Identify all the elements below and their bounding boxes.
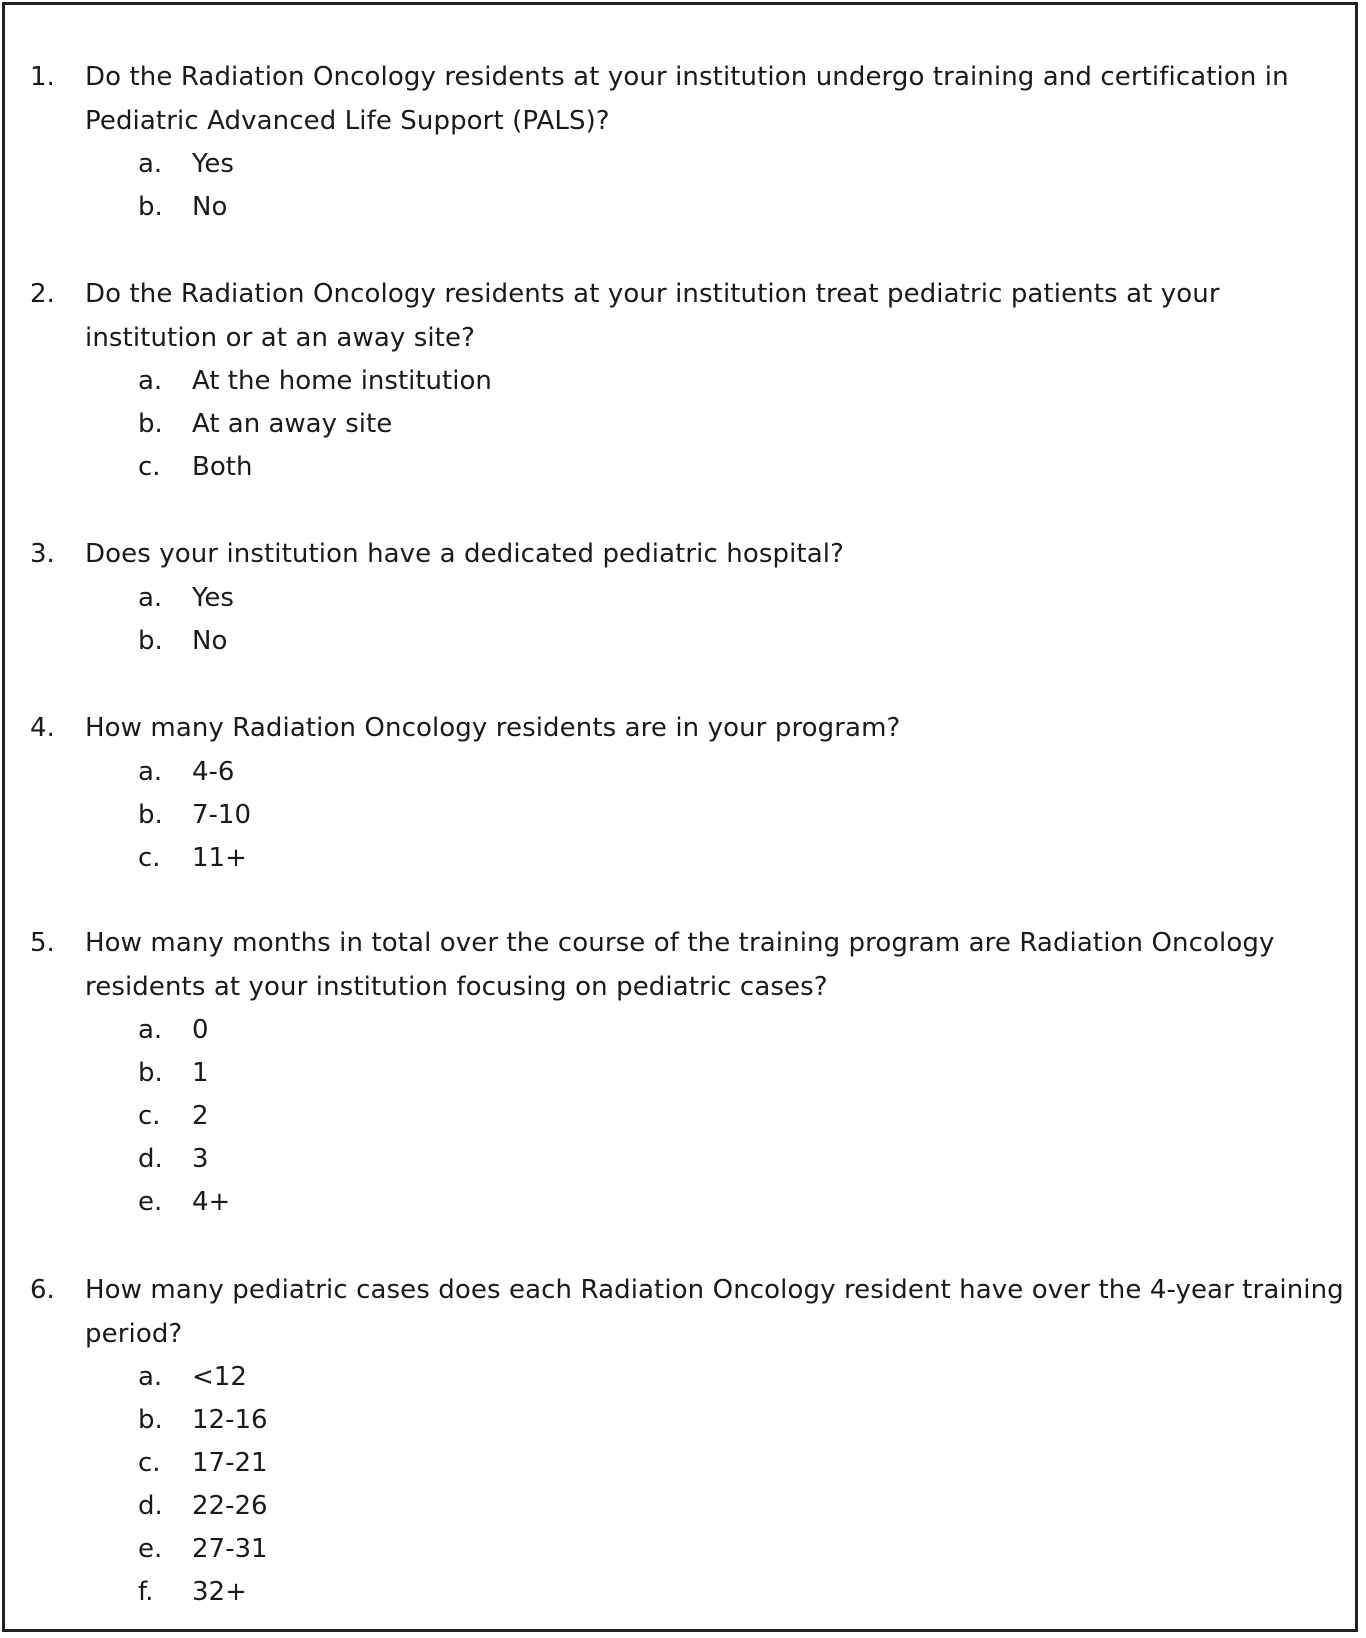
question-number: 2. bbox=[30, 279, 55, 309]
answer-option-c bbox=[5, 837, 1355, 880]
answer-option-a bbox=[5, 1356, 1355, 1399]
option-letter: b. bbox=[138, 799, 163, 830]
question-text: How many months in total over the course of the training program are Radiation Oncology residents at your institution focusing on pediatric cases? bbox=[85, 928, 1275, 1002]
option-text: Both bbox=[192, 452, 253, 482]
option-text: 17-21 bbox=[192, 1448, 268, 1478]
answer-option-a bbox=[5, 751, 1355, 794]
question-number: 4. bbox=[30, 713, 55, 743]
answer-option-a bbox=[5, 360, 1355, 403]
option-text: 11+ bbox=[192, 842, 247, 873]
option-letter: c. bbox=[138, 842, 161, 873]
option-text: 1 bbox=[192, 1058, 209, 1088]
option-letter: d. bbox=[138, 1491, 163, 1521]
option-letter: a. bbox=[138, 149, 163, 179]
option-letter: a. bbox=[138, 1362, 163, 1392]
question-6 bbox=[5, 1269, 1355, 1614]
option-letter: e. bbox=[138, 1187, 163, 1217]
option-letter: b. bbox=[138, 192, 163, 222]
answer-option-e bbox=[5, 1528, 1355, 1571]
option-letter: a. bbox=[138, 1015, 163, 1045]
option-text: 32+ bbox=[192, 1577, 247, 1607]
answer-option-b bbox=[5, 794, 1355, 837]
option-text: 0 bbox=[192, 1015, 209, 1045]
answer-option-c bbox=[5, 1095, 1355, 1138]
option-text: 12-16 bbox=[192, 1405, 268, 1435]
option-text: Yes bbox=[192, 582, 234, 613]
answer-option-a bbox=[5, 1009, 1355, 1052]
option-letter: a. bbox=[138, 582, 163, 613]
question-text: Do the Radiation Oncology residents at your institution undergo training and certification in Pediatric Advanced Life Support (PALS)? bbox=[85, 62, 1289, 136]
option-letter: a. bbox=[138, 366, 163, 396]
question-number: 3. bbox=[30, 539, 55, 569]
question-text: Does your institution have a dedicated pediatric hospital? bbox=[85, 539, 844, 569]
question-number: 1. bbox=[30, 62, 55, 92]
answer-option-b bbox=[5, 186, 1355, 229]
option-text: No bbox=[192, 192, 228, 222]
option-letter: b. bbox=[138, 409, 163, 439]
question-1 bbox=[5, 56, 1355, 229]
answer-option-c bbox=[5, 446, 1355, 489]
survey-questions bbox=[5, 5, 1355, 1629]
answer-option-b bbox=[5, 1052, 1355, 1095]
option-text: 4-6 bbox=[192, 756, 235, 787]
option-text: At the home institution bbox=[192, 366, 492, 396]
option-letter: b. bbox=[138, 625, 163, 656]
option-text: 4+ bbox=[192, 1187, 231, 1217]
option-letter: b. bbox=[138, 1405, 163, 1435]
question-number: 6. bbox=[30, 1275, 55, 1305]
option-letter: d. bbox=[138, 1144, 163, 1174]
option-text: 7-10 bbox=[192, 799, 252, 830]
question-2 bbox=[5, 273, 1355, 489]
option-letter: f. bbox=[138, 1577, 154, 1607]
option-letter: e. bbox=[138, 1534, 163, 1564]
option-letter: c. bbox=[138, 1101, 161, 1131]
survey-frame bbox=[2, 2, 1358, 1632]
question-text: How many pediatric cases does each Radiation Oncology resident have over the 4-year training period? bbox=[85, 1275, 1344, 1349]
answer-option-b bbox=[5, 403, 1355, 446]
option-letter: c. bbox=[138, 1448, 161, 1478]
answer-option-a bbox=[5, 577, 1355, 620]
option-text: Yes bbox=[192, 149, 234, 179]
option-text: <12 bbox=[192, 1362, 247, 1392]
question-5 bbox=[5, 922, 1355, 1224]
option-text: At an away site bbox=[192, 409, 393, 439]
question-3 bbox=[5, 533, 1355, 663]
option-text: 27-31 bbox=[192, 1534, 268, 1564]
answer-option-f bbox=[5, 1571, 1355, 1614]
option-text: 2 bbox=[192, 1101, 209, 1131]
question-4 bbox=[5, 707, 1355, 880]
answer-option-a bbox=[5, 143, 1355, 186]
answer-option-b bbox=[5, 1399, 1355, 1442]
answer-option-d bbox=[5, 1138, 1355, 1181]
option-text: 3 bbox=[192, 1144, 209, 1174]
answer-option-e bbox=[5, 1181, 1355, 1224]
option-letter: a. bbox=[138, 756, 163, 787]
option-letter: b. bbox=[138, 1058, 163, 1088]
answer-option-c bbox=[5, 1442, 1355, 1485]
question-number: 5. bbox=[30, 928, 55, 958]
answer-option-b bbox=[5, 620, 1355, 663]
question-text: How many Radiation Oncology residents are in your program? bbox=[85, 713, 901, 743]
question-text: Do the Radiation Oncology residents at your institution treat pediatric patients at your institution or at an away site? bbox=[85, 279, 1220, 353]
option-text: 22-26 bbox=[192, 1491, 268, 1521]
answer-option-d bbox=[5, 1485, 1355, 1528]
option-letter: c. bbox=[138, 452, 161, 482]
option-text: No bbox=[192, 625, 228, 656]
